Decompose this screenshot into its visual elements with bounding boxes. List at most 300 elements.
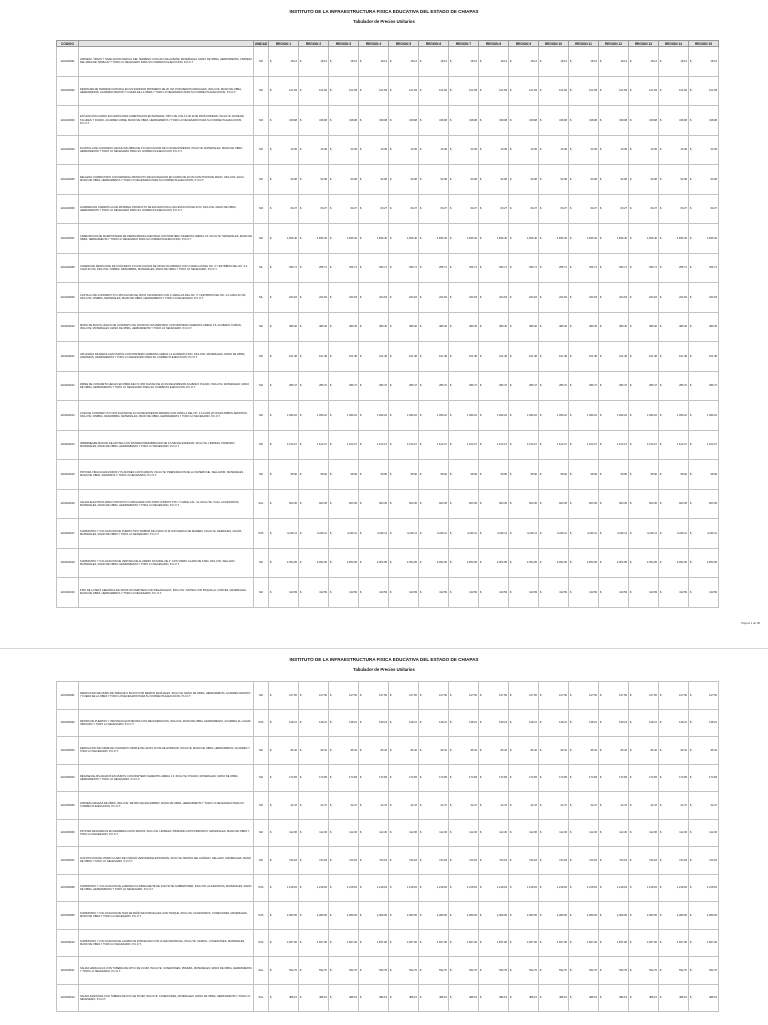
region-price bbox=[389, 957, 422, 985]
price-value: 532.76 bbox=[679, 968, 687, 972]
price-value: 1,614.27 bbox=[586, 443, 597, 447]
price-value: 43.39 bbox=[620, 148, 627, 152]
region-price bbox=[539, 984, 572, 1012]
region-price bbox=[539, 902, 572, 930]
currency-symbol: $ bbox=[630, 59, 632, 63]
currency-symbol: $ bbox=[600, 266, 602, 270]
price-value: 112.30 bbox=[289, 831, 297, 835]
price-value: 161.48 bbox=[379, 354, 387, 358]
price-value: 174.83 bbox=[649, 776, 657, 780]
region-price bbox=[329, 342, 362, 372]
price-value: 744.18 bbox=[409, 858, 417, 862]
price-value: 18.14 bbox=[650, 59, 657, 63]
region-price bbox=[419, 929, 452, 957]
region-price bbox=[419, 135, 452, 165]
region-price bbox=[569, 929, 602, 957]
price-value: 60.27 bbox=[650, 207, 657, 211]
price-value: 161.48 bbox=[529, 354, 537, 358]
region-price bbox=[359, 224, 392, 254]
region-price bbox=[629, 984, 662, 1012]
price-value: 532.76 bbox=[349, 968, 357, 972]
region-price bbox=[629, 224, 662, 254]
region-price bbox=[599, 47, 632, 77]
price-value: 1,657.90 bbox=[316, 941, 327, 945]
price-value: 744.18 bbox=[679, 858, 687, 862]
region-price bbox=[389, 224, 422, 254]
currency-symbol: $ bbox=[690, 236, 692, 240]
region-price bbox=[329, 106, 362, 136]
region-price bbox=[419, 709, 452, 737]
region-price bbox=[449, 312, 482, 342]
table-row bbox=[57, 489, 719, 519]
region-price bbox=[599, 737, 632, 765]
currency-symbol: $ bbox=[630, 996, 632, 1000]
price-value: 1,835.46 bbox=[286, 236, 297, 240]
currency-symbol: $ bbox=[630, 858, 632, 862]
price-value: 286.47 bbox=[409, 384, 417, 388]
region-price bbox=[359, 957, 392, 985]
price-value: 1,835.46 bbox=[436, 236, 447, 240]
currency-symbol: $ bbox=[510, 148, 512, 152]
region-price bbox=[299, 194, 332, 224]
region-price bbox=[299, 430, 332, 460]
currency-symbol: $ bbox=[450, 443, 452, 447]
region-price bbox=[629, 957, 662, 985]
region-price bbox=[569, 578, 602, 608]
price-value: 744.18 bbox=[499, 858, 507, 862]
currency-symbol: $ bbox=[390, 295, 392, 299]
price-value: 148.21 bbox=[619, 721, 627, 725]
table-row bbox=[57, 47, 719, 77]
currency-symbol: $ bbox=[600, 354, 602, 358]
region-price bbox=[539, 47, 572, 77]
price-value: 318.98 bbox=[499, 118, 507, 122]
price-value: 318.98 bbox=[529, 118, 537, 122]
price-value: 121.69 bbox=[649, 89, 657, 93]
region-price bbox=[689, 312, 719, 342]
price-value: 389.40 bbox=[409, 325, 417, 329]
price-value: 2,054.95 bbox=[676, 561, 687, 565]
price-value: 174.83 bbox=[409, 776, 417, 780]
column-header: REGION 5 bbox=[389, 41, 419, 47]
price-value: 174.83 bbox=[559, 776, 567, 780]
price-value: 94.08 bbox=[410, 177, 417, 181]
price-value: 127.56 bbox=[439, 693, 447, 697]
region-price bbox=[629, 519, 662, 549]
price-value: 161.48 bbox=[679, 354, 687, 358]
currency-symbol: $ bbox=[450, 721, 452, 725]
item-description: RELLENO COMPACTADO CON MATERIAL PRODUCTO DE EXCAVACION EN CAPAS DE 20 CM CON PISON DE MANO, INCLUYE: AGUA, MANO DE OBRA, HERRAMIENTA Y TODO LO NECESARIO PARA SU CORRECTA EJECUCION, P.U.O.T. bbox=[79, 165, 254, 195]
price-value: 174.83 bbox=[379, 776, 387, 780]
region-price bbox=[629, 929, 662, 957]
price-value: 532.76 bbox=[619, 968, 627, 972]
region-price bbox=[569, 792, 602, 820]
item-unit: M2 bbox=[254, 847, 269, 875]
currency-symbol: $ bbox=[690, 413, 692, 417]
currency-symbol: $ bbox=[690, 472, 692, 476]
currency-symbol: $ bbox=[510, 858, 512, 862]
price-value: 318.98 bbox=[409, 118, 417, 122]
price-value: 286.47 bbox=[619, 384, 627, 388]
item-unit: M2 bbox=[254, 76, 269, 106]
item-description: IMPERMEABILIZACION DE AZOTEA CON SISTEMA PREFABRICADO DE 3.5 MM DE ESPESOR, INCLUYE: LIMPIEZA, PRIMARIO, MATERIALES, MANO DE OBRA, HERRAMIENTA Y TODO LO NECESARIO, P.U.O.T. bbox=[79, 430, 254, 460]
price-value: 286.47 bbox=[319, 384, 327, 388]
column-header: REGION 2 bbox=[299, 41, 329, 47]
region-price bbox=[299, 929, 332, 957]
currency-symbol: $ bbox=[300, 177, 302, 181]
price-value: 148.21 bbox=[349, 721, 357, 725]
price-value: 224.63 bbox=[619, 295, 627, 299]
price-value: 121.69 bbox=[409, 89, 417, 93]
region-price bbox=[509, 194, 542, 224]
price-value: 2,054.95 bbox=[316, 561, 327, 565]
price-value: 486.19 bbox=[709, 996, 717, 1000]
item-unit: M2 bbox=[254, 401, 269, 431]
price-value: 18.14 bbox=[560, 59, 567, 63]
currency-symbol: $ bbox=[540, 266, 542, 270]
currency-symbol: $ bbox=[570, 913, 572, 917]
currency-symbol: $ bbox=[690, 89, 692, 93]
region-price bbox=[659, 253, 692, 283]
currency-symbol: $ bbox=[690, 354, 692, 358]
region-price bbox=[599, 430, 632, 460]
price-value: 121.69 bbox=[529, 89, 537, 93]
region-price bbox=[509, 578, 542, 608]
currency-symbol: $ bbox=[480, 384, 482, 388]
currency-symbol: $ bbox=[330, 968, 332, 972]
currency-symbol: $ bbox=[600, 858, 602, 862]
currency-symbol: $ bbox=[360, 561, 362, 565]
price-value: 744.18 bbox=[469, 858, 477, 862]
price-value: 121.69 bbox=[709, 89, 717, 93]
currency-symbol: $ bbox=[270, 266, 272, 270]
table-row bbox=[57, 519, 719, 549]
column-header: REGION 11 bbox=[569, 41, 599, 47]
price-value: 2,054.95 bbox=[526, 561, 537, 565]
price-value: 112.30 bbox=[499, 831, 507, 835]
currency-symbol: $ bbox=[600, 913, 602, 917]
price-value: 3,246.11 bbox=[707, 531, 717, 535]
item-description: SUMINISTRO Y COLOCACION DE LAMPARA FLUORESCENTE DE 2X32 W DE SOBREPONER, INCLUYE: ACCESORIOS, MATERIALES, MANO DE OBRA, HERRAMIENTA Y TODO LO NECESARIO, P.U.O.T. bbox=[79, 874, 254, 902]
price-value: 256.71 bbox=[619, 266, 627, 270]
price-value: 174.83 bbox=[589, 776, 597, 780]
column-header: UNIDAD bbox=[254, 41, 268, 46]
currency-symbol: $ bbox=[660, 177, 662, 181]
price-value: 18.14 bbox=[350, 59, 357, 63]
region-price bbox=[659, 792, 692, 820]
price-value: 286.47 bbox=[349, 384, 357, 388]
price-value: 2,389.05 bbox=[706, 913, 717, 917]
currency-symbol: $ bbox=[270, 721, 272, 725]
item-description: SUMINISTRO Y COLOCACION DE VENTANA DE ALUMINIO NATURAL DE 2" CON VIDRIO CLARO DE 6 MM, INCLUYE: SELLADO, MATERIALES, MANO DE OBRA, HERRAMIENTA Y TODO LO NECESARIO, P.U.O.T. bbox=[79, 548, 254, 578]
currency-symbol: $ bbox=[480, 858, 482, 862]
currency-symbol: $ bbox=[270, 968, 272, 972]
table-row bbox=[57, 401, 719, 431]
price-value: 18.14 bbox=[320, 59, 327, 63]
currency-symbol: $ bbox=[420, 968, 422, 972]
currency-symbol: $ bbox=[420, 748, 422, 752]
currency-symbol: $ bbox=[630, 803, 632, 807]
price-value: 58.96 bbox=[350, 472, 357, 476]
price-value: 1,835.46 bbox=[676, 236, 687, 240]
price-value: 112.30 bbox=[469, 831, 477, 835]
region-price bbox=[389, 460, 422, 490]
region-price bbox=[329, 957, 362, 985]
price-value: 1,657.90 bbox=[496, 941, 507, 945]
region-price bbox=[449, 253, 482, 283]
document-title: INSTITUTO DE LA INFRAESTRUCTURA FISICA EDUCATIVA DEL ESTADO DE CHIAPAS bbox=[289, 657, 479, 662]
price-value: 121.69 bbox=[499, 89, 507, 93]
region-price bbox=[689, 194, 719, 224]
price-value: 60.27 bbox=[620, 207, 627, 211]
price-value: 3,246.11 bbox=[527, 531, 537, 535]
price-value: 121.69 bbox=[379, 89, 387, 93]
currency-symbol: $ bbox=[690, 803, 692, 807]
price-value: 1,096.22 bbox=[646, 413, 657, 417]
currency-symbol: $ bbox=[660, 776, 662, 780]
price-value: 2,054.95 bbox=[406, 561, 417, 565]
currency-symbol: $ bbox=[690, 384, 692, 388]
price-value: 161.48 bbox=[559, 354, 567, 358]
currency-symbol: $ bbox=[540, 913, 542, 917]
price-value: 413.59 bbox=[349, 590, 357, 594]
region-price bbox=[419, 224, 452, 254]
currency-symbol: $ bbox=[690, 776, 692, 780]
currency-symbol: $ bbox=[570, 295, 572, 299]
region-price bbox=[359, 929, 392, 957]
price-value: 22.47 bbox=[560, 803, 567, 807]
region-price bbox=[329, 548, 362, 578]
region-price bbox=[479, 106, 512, 136]
currency-symbol: $ bbox=[540, 325, 542, 329]
currency-symbol: $ bbox=[480, 831, 482, 835]
region-price bbox=[539, 165, 572, 195]
currency-symbol: $ bbox=[450, 561, 452, 565]
region-price bbox=[449, 165, 482, 195]
region-price bbox=[659, 283, 692, 313]
region-price bbox=[569, 165, 602, 195]
price-value: 532.76 bbox=[499, 968, 507, 972]
region-price bbox=[359, 984, 392, 1012]
item-description: PINTURA VINILICA EN MUROS Y PLAFONES A DOS MANOS, INCLUYE: PREPARACION DE LA SUPERFICIE, SELLADOR, MATERIALES, MANO DE OBRA, ANDAMIOS Y TODO LO NECESARIO, P.U.O.T. bbox=[79, 460, 254, 490]
currency-symbol: $ bbox=[360, 748, 362, 752]
region-price bbox=[449, 792, 482, 820]
region-price bbox=[659, 460, 692, 490]
price-value: 174.83 bbox=[529, 776, 537, 780]
price-value: 22.47 bbox=[290, 803, 297, 807]
region-price bbox=[299, 106, 332, 136]
currency-symbol: $ bbox=[420, 384, 422, 388]
region-price bbox=[689, 165, 719, 195]
region-price bbox=[419, 253, 452, 283]
price-value: 161.48 bbox=[709, 354, 717, 358]
price-value: 1,657.90 bbox=[586, 941, 597, 945]
price-value: 744.18 bbox=[649, 858, 657, 862]
region-price bbox=[449, 371, 482, 401]
region-price bbox=[659, 764, 692, 792]
region-price bbox=[389, 847, 422, 875]
region-price bbox=[359, 578, 392, 608]
region-price bbox=[269, 47, 302, 77]
currency-symbol: $ bbox=[360, 266, 362, 270]
price-value: 413.59 bbox=[559, 590, 567, 594]
region-price bbox=[569, 737, 602, 765]
region-price bbox=[629, 792, 662, 820]
currency-symbol: $ bbox=[450, 354, 452, 358]
currency-symbol: $ bbox=[420, 996, 422, 1000]
region-price bbox=[479, 460, 512, 490]
currency-symbol: $ bbox=[480, 472, 482, 476]
region-price bbox=[629, 819, 662, 847]
region-price bbox=[599, 371, 632, 401]
region-price bbox=[269, 847, 302, 875]
region-price bbox=[539, 578, 572, 608]
currency-symbol: $ bbox=[540, 443, 542, 447]
currency-symbol: $ bbox=[630, 236, 632, 240]
region-price bbox=[299, 47, 332, 77]
region-price bbox=[269, 489, 302, 519]
region-price bbox=[539, 519, 572, 549]
currency-symbol: $ bbox=[420, 295, 422, 299]
price-value: 94.08 bbox=[710, 177, 717, 181]
currency-symbol: $ bbox=[300, 590, 302, 594]
region-price bbox=[659, 312, 692, 342]
currency-symbol: $ bbox=[330, 59, 332, 63]
item-unit: M2 bbox=[254, 819, 269, 847]
currency-symbol: $ bbox=[570, 803, 572, 807]
currency-symbol: $ bbox=[540, 502, 542, 506]
currency-symbol: $ bbox=[390, 236, 392, 240]
price-value: 112.30 bbox=[679, 831, 687, 835]
currency-symbol: $ bbox=[330, 177, 332, 181]
region-price bbox=[689, 984, 719, 1012]
item-unit: PZA bbox=[254, 874, 269, 902]
currency-symbol: $ bbox=[570, 413, 572, 417]
price-value: 60.27 bbox=[560, 207, 567, 211]
price-value: 1,614.27 bbox=[646, 443, 657, 447]
currency-symbol: $ bbox=[300, 561, 302, 565]
price-value: 1,835.46 bbox=[346, 236, 357, 240]
item-code: 1101030009 bbox=[57, 902, 79, 930]
currency-symbol: $ bbox=[330, 941, 332, 945]
region-price bbox=[329, 578, 362, 608]
price-value: 58.96 bbox=[440, 472, 447, 476]
region-price bbox=[299, 984, 332, 1012]
region-price bbox=[299, 874, 332, 902]
currency-symbol: $ bbox=[600, 236, 602, 240]
price-value: 161.48 bbox=[499, 354, 507, 358]
price-value: 22.47 bbox=[680, 803, 687, 807]
currency-symbol: $ bbox=[510, 996, 512, 1000]
currency-symbol: $ bbox=[510, 693, 512, 697]
item-description: EXCAVACION A MANO EN CEPAS PARA CIMENTACION EN MATERIAL TIPO I DE 0.00 A 2.00 M DE PROFUNDIDAD, INCLUYE: AFINE DE TALUDES Y FONDO, ACARREO LIBRE, MANO DE OBRA, HERRAMIENTA Y TODO LO NECESARIO PARA SU CORRECTA EJECUCION, P.U.O.T. bbox=[79, 106, 254, 136]
currency-symbol: $ bbox=[630, 148, 632, 152]
price-value: 18.14 bbox=[530, 59, 537, 63]
region-price bbox=[569, 957, 602, 985]
item-description: PINTURA DE ESMALTE EN HERRERIA A DOS MANOS, INCLUYE: LIMPIEZA, PRIMARIO ANTICORROSIVO, MATERIALES, MANO DE OBRA Y TODO LO NECESARIO, P.U.O.T. bbox=[79, 819, 254, 847]
price-value: 603.35 bbox=[529, 502, 537, 506]
currency-symbol: $ bbox=[630, 118, 632, 122]
table-body bbox=[57, 47, 719, 608]
price-value: 1,096.22 bbox=[556, 413, 567, 417]
currency-symbol: $ bbox=[330, 207, 332, 211]
price-value: 96.42 bbox=[290, 748, 297, 752]
currency-symbol: $ bbox=[690, 590, 692, 594]
price-value: 413.59 bbox=[709, 590, 717, 594]
price-value: 256.71 bbox=[679, 266, 687, 270]
price-value: 96.42 bbox=[350, 748, 357, 752]
region-price bbox=[599, 460, 632, 490]
price-value: 3,246.11 bbox=[377, 531, 387, 535]
region-price bbox=[329, 984, 362, 1012]
price-value: 161.48 bbox=[469, 354, 477, 358]
currency-symbol: $ bbox=[420, 831, 422, 835]
currency-symbol: $ bbox=[540, 996, 542, 1000]
region-price bbox=[539, 342, 572, 372]
price-value: 389.40 bbox=[499, 325, 507, 329]
document-subtitle: Tabulador de Precios Unitarios bbox=[353, 19, 415, 24]
price-value: 1,614.27 bbox=[406, 443, 417, 447]
price-value: 43.39 bbox=[680, 148, 687, 152]
currency-symbol: $ bbox=[450, 59, 452, 63]
currency-symbol: $ bbox=[540, 236, 542, 240]
currency-symbol: $ bbox=[600, 325, 602, 329]
currency-symbol: $ bbox=[570, 693, 572, 697]
region-price bbox=[449, 709, 482, 737]
region-price bbox=[629, 165, 662, 195]
price-value: 318.98 bbox=[679, 118, 687, 122]
region-price bbox=[269, 737, 302, 765]
table-row bbox=[57, 342, 719, 372]
price-value: 224.63 bbox=[499, 295, 507, 299]
price-value: 1,835.46 bbox=[376, 236, 387, 240]
currency-symbol: $ bbox=[480, 941, 482, 945]
price-value: 1,614.27 bbox=[616, 443, 627, 447]
currency-symbol: $ bbox=[300, 941, 302, 945]
price-value: 94.08 bbox=[620, 177, 627, 181]
region-price bbox=[419, 792, 452, 820]
region-price bbox=[659, 929, 692, 957]
price-value: 3,246.11 bbox=[677, 531, 687, 535]
price-value: 389.40 bbox=[589, 325, 597, 329]
region-price bbox=[659, 902, 692, 930]
region-price bbox=[419, 430, 452, 460]
region-price bbox=[389, 401, 422, 431]
currency-symbol: $ bbox=[600, 803, 602, 807]
currency-symbol: $ bbox=[540, 354, 542, 358]
currency-symbol: $ bbox=[540, 59, 542, 63]
price-value: 22.47 bbox=[320, 803, 327, 807]
price-value: 224.63 bbox=[289, 295, 297, 299]
region-price bbox=[299, 548, 332, 578]
region-price bbox=[389, 106, 422, 136]
table-row bbox=[57, 929, 719, 957]
price-value: 603.35 bbox=[709, 502, 717, 506]
region-price bbox=[569, 342, 602, 372]
currency-symbol: $ bbox=[510, 913, 512, 917]
currency-symbol: $ bbox=[660, 590, 662, 594]
region-price bbox=[359, 342, 392, 372]
item-code: 1101020015 bbox=[57, 460, 79, 490]
region-price bbox=[269, 165, 302, 195]
currency-symbol: $ bbox=[270, 531, 272, 535]
column-header: REGION 15 bbox=[689, 41, 719, 47]
currency-symbol: $ bbox=[360, 776, 362, 780]
currency-symbol: $ bbox=[270, 118, 272, 122]
currency-symbol: $ bbox=[420, 913, 422, 917]
region-price bbox=[539, 253, 572, 283]
price-value: 112.30 bbox=[709, 831, 717, 835]
